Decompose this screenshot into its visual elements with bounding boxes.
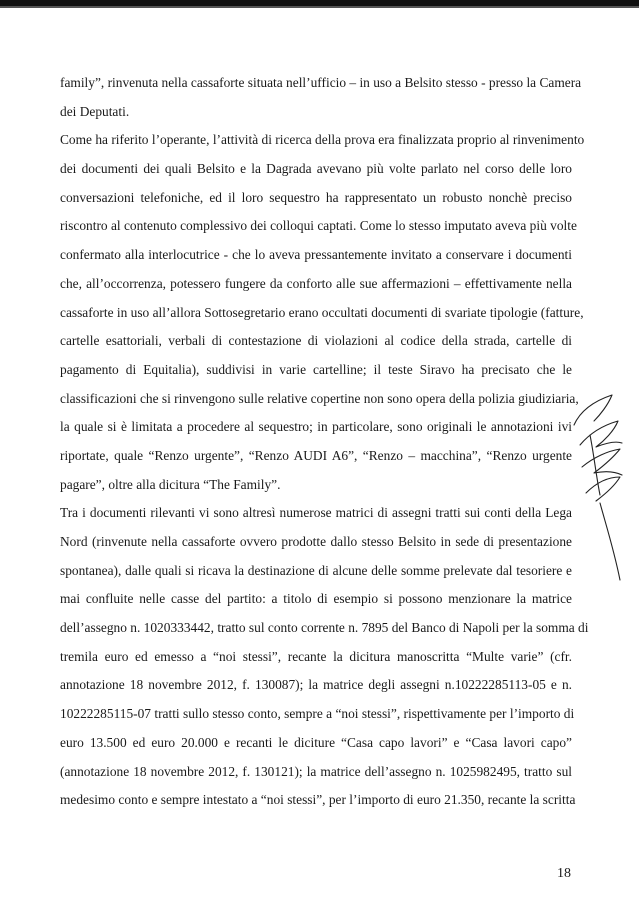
text-line: medesimo conto e sempre intestato a “noi stessi”, per l’importo di euro 21.350, recante la scritta xyxy=(60,792,576,808)
text-line: family”, rinvenuta nella cassaforte situata nell’ufficio – in uso a Belsito stesso - presso la Camera xyxy=(60,75,582,90)
text-line: Tra i documenti rilevanti vi sono altresì numerose matrici di assegni tratti sui conti della Lega xyxy=(60,505,572,521)
text-line: 10222285115-07 tratti sullo stesso conto, sempre a “noi stessi”, rispettivamente per l’importo di xyxy=(60,706,575,722)
handwritten-signature xyxy=(560,385,630,600)
text-line: cartelle esattoriali, verbali di contestazione di violazioni al codice della strada, cartelle di xyxy=(60,333,572,349)
text-line: dei Deputati. xyxy=(60,103,130,119)
text-line: Nord (rinvenute nella cassaforte ovvero prodotte dallo stesso Belsito in sede di presentazione xyxy=(60,534,572,549)
text-line: euro 13.500 ed euro 20.000 e recanti le diciture “Casa capo lavori” e “Casa lavori capo” xyxy=(60,734,572,750)
text-line: riscontro al contenuto complessivo dei colloqui captati. Come lo stesso imputato aveva più volte xyxy=(60,218,577,234)
text-line: annotazione 18 novembre 2012, f. 130087); la matrice degli assegni n.10222285113-05 e n. xyxy=(60,677,572,693)
top-border-rule-shadow xyxy=(0,6,639,8)
page-number: 18 xyxy=(557,866,571,881)
text-line: mai confluite nelle casse del partito: a titolo di esempio si possono menzionare la matrice xyxy=(60,591,572,607)
text-line: spontanea), dalle quali si ricava la destinazione di alcune delle somme prelevate dal tesoriere e xyxy=(60,562,572,578)
text-line: (annotazione 18 novembre 2012, f. 130121); la matrice dell’assegno n. 1025982495, tratto sul xyxy=(60,763,572,779)
body-text xyxy=(60,69,589,815)
text-line: dell’assegno n. 1020333442, tratto sul conto corrente n. 7895 del Banco di Napoli per la somma di xyxy=(60,620,589,636)
text-line: cassaforte in uso all’allora Sottosegretario erano occultati documenti di svariate tipologie (fatture, xyxy=(60,304,584,320)
text-line: pagamento di Equitalia), suddivisi in varie cartelline; il teste Siravo ha precisato che le xyxy=(60,361,572,377)
text-line: la quale si è limitata a procedere al sequestro; in particolare, sono originali le annotazioni ivi xyxy=(60,419,572,435)
text-line: che, all’occorrenza, potessero fungere da conforto alle sue affermazioni – effettivamente nella xyxy=(60,275,572,291)
text-line: pagare”, oltre alla dicitura “The Family”. xyxy=(60,476,281,492)
text-line: Come ha riferito l’operante, l’attività di ricerca della prova era finalizzata proprio al rinvenimento xyxy=(60,132,585,148)
text-line: riportate, quale “Renzo urgente”, “Renzo AUDI A6”, “Renzo – macchina”, “Renzo urgente xyxy=(60,447,572,463)
text-line: classificazioni che si rinvengono sulle relative copertine non sono opera della polizia giudiziaria, xyxy=(60,390,579,406)
text-line: conversazioni telefoniche, ed il loro sequestro ha rappresentato un robusto nonchè preciso xyxy=(60,189,572,205)
text-line: tremila euro ed emesso a “noi stessi”, recante la dicitura manoscritta “Multe varie” (cfr. xyxy=(60,648,572,664)
text-line: confermato alla interlocutrice - che lo aveva pressantemente invitato a conservare i documenti xyxy=(60,247,572,263)
text-line: dei documenti dei quali Belsito e la Dagrada avevano più volte parlato nel corso delle loro xyxy=(60,161,572,177)
